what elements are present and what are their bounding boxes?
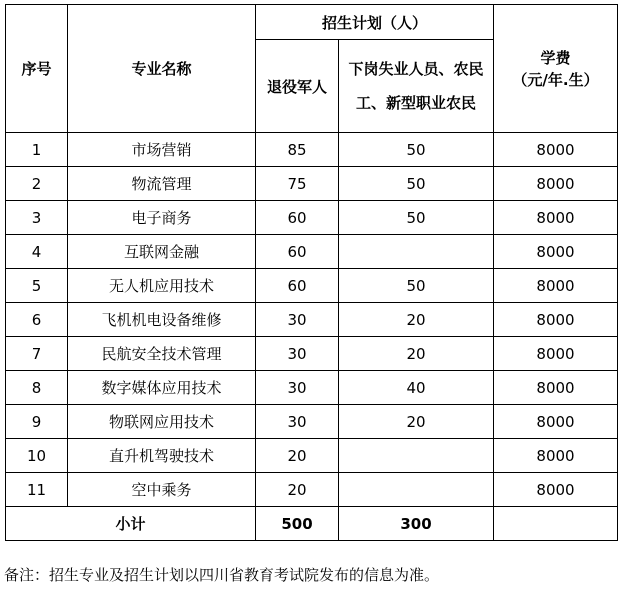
row-index: 9 (6, 405, 68, 439)
row-veterans-count: 60 (256, 269, 339, 303)
row-index: 8 (6, 371, 68, 405)
header-laid-off (339, 40, 494, 133)
row-major-name: 电子商务 (68, 201, 256, 235)
header-laid-off-line1: 下岗失业人员、农民 (348, 60, 484, 78)
row-major-name: 物流管理 (68, 167, 256, 201)
table-row (6, 303, 618, 337)
row-major-name: 空中乘务 (68, 473, 256, 507)
row-veterans-count: 20 (256, 439, 339, 473)
row-index: 3 (6, 201, 68, 235)
row-index: 6 (6, 303, 68, 337)
row-veterans-count: 75 (256, 167, 339, 201)
header-laid-off-line2: 工、新型职业农民 (355, 94, 476, 112)
row-veterans-count: 20 (256, 473, 339, 507)
row-index: 10 (6, 439, 68, 473)
subtotal-row (6, 507, 618, 541)
header-major: 专业名称 (68, 5, 256, 133)
row-veterans-count: 30 (256, 405, 339, 439)
row-veterans-count: 85 (256, 133, 339, 167)
row-others-count: 20 (339, 303, 494, 337)
row-index: 1 (6, 133, 68, 167)
table-row (6, 405, 618, 439)
row-fee: 8000 (494, 269, 618, 303)
table-row (6, 201, 618, 235)
table-row (6, 167, 618, 201)
row-others-count: 50 (339, 167, 494, 201)
subtotal-label: 小计 (6, 507, 256, 541)
table-row (6, 133, 618, 167)
row-veterans-count: 30 (256, 337, 339, 371)
table-row (6, 235, 618, 269)
row-others-count: 50 (339, 133, 494, 167)
subtotal-others: 300 (339, 507, 494, 541)
row-fee: 8000 (494, 201, 618, 235)
header-fee (494, 5, 618, 133)
row-major-name: 互联网金融 (68, 235, 256, 269)
row-others-count (339, 235, 494, 269)
row-fee: 8000 (494, 167, 618, 201)
row-index: 4 (6, 235, 68, 269)
table-body (6, 133, 618, 507)
row-fee: 8000 (494, 337, 618, 371)
row-index: 11 (6, 473, 68, 507)
row-others-count: 40 (339, 371, 494, 405)
table-row (6, 439, 618, 473)
row-veterans-count: 30 (256, 303, 339, 337)
table-row (6, 337, 618, 371)
row-index: 7 (6, 337, 68, 371)
row-index: 2 (6, 167, 68, 201)
table-row (6, 269, 618, 303)
subtotal-veterans: 500 (256, 507, 339, 541)
row-fee: 8000 (494, 303, 618, 337)
row-major-name: 民航安全技术管理 (68, 337, 256, 371)
row-fee: 8000 (494, 133, 618, 167)
row-others-count (339, 473, 494, 507)
header-plan: 招生计划（人） (256, 5, 494, 40)
header-index: 序号 (6, 5, 68, 133)
row-fee: 8000 (494, 439, 618, 473)
row-veterans-count: 60 (256, 235, 339, 269)
row-major-name: 直升机驾驶技术 (68, 439, 256, 473)
row-fee: 8000 (494, 371, 618, 405)
row-veterans-count: 60 (256, 201, 339, 235)
row-major-name: 市场营销 (68, 133, 256, 167)
row-fee: 8000 (494, 235, 618, 269)
header-fee-line1: 学费 (540, 48, 571, 67)
row-fee: 8000 (494, 473, 618, 507)
row-others-count: 50 (339, 269, 494, 303)
enrollment-plan-table (5, 4, 618, 541)
row-others-count: 20 (339, 337, 494, 371)
row-major-name: 飞机机电设备维修 (68, 303, 256, 337)
row-major-name: 数字媒体应用技术 (68, 371, 256, 405)
row-others-count: 50 (339, 201, 494, 235)
row-major-name: 无人机应用技术 (68, 269, 256, 303)
table-row (6, 371, 618, 405)
row-fee: 8000 (494, 405, 618, 439)
header-veterans: 退役军人 (256, 40, 339, 133)
row-major-name: 物联网应用技术 (68, 405, 256, 439)
header-fee-line2: （元/年.生） (512, 70, 599, 89)
row-others-count: 20 (339, 405, 494, 439)
table-row (6, 473, 618, 507)
subtotal-fee (494, 507, 618, 541)
footnote: 备注：招生专业及招生计划以四川省教育考试院发布的信息为准。 (4, 566, 440, 584)
row-index: 5 (6, 269, 68, 303)
row-others-count (339, 439, 494, 473)
row-veterans-count: 30 (256, 371, 339, 405)
